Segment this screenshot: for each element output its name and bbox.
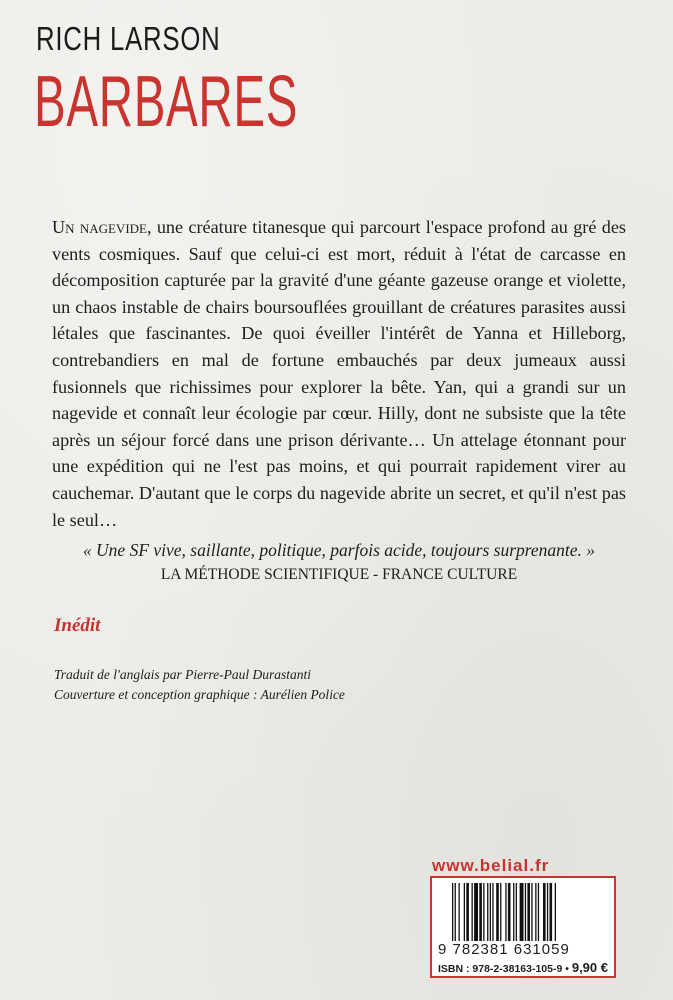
barcode-box [430,876,616,978]
barcode-bar [513,883,514,941]
barcode-bar [483,883,484,941]
barcode-bar [531,883,532,941]
synopsis-lead: Un nagevide [52,217,147,237]
cover-credit: Couverture et conception graphique : Aurélien Police [54,687,345,702]
barcode-bar [505,883,506,941]
publisher-website: www.belial.fr [432,856,550,875]
barcode-bar [543,883,546,941]
barcode-bar [490,883,491,941]
book-title: BARBARES [34,62,299,142]
barcode-bar [500,883,501,941]
barcode-bar [496,883,499,941]
barcode-bar [466,883,469,941]
barcode-bar [459,883,460,941]
press-quote: « Une SF vive, saillante, politique, parfois acide, toujours surprenante. » [82,540,596,560]
barcode-bar [516,883,517,941]
credits [54,665,345,705]
barcode-bar [527,883,530,941]
synopsis-text: , une créature titanesque qui parcourt l'espace profond au gré des vents cosmiques. Sauf que celui-ci est mort, réduit à l'état de carcasse en décomposition capturée par la gravité d'une géante gazeuse orange et violette, un chaos instable de chairs boursouflées grouillant de créatures parasites aussi létales que fascinantes. De quoi éveiller l'intérêt de Yanna et Hilleborg, contrebandiers en mal de fortune embauchés par deux jumeaux aussi fusionnels que richissimes pour explorer la bête. Yan, qui a grandi sur un nagevide et connaît leur écologie par cœur. Hilly, dont ne subsiste que la tête après un séjour forcé dans une prison dérivante… Un attelage étonnant pour une expédition qui ne l'est pas moins, et qui pourrait rapidement virer au cauchemar. D'autant que le corps du nagevide abrite un secret, et qu'il n'est pas le seul… [52,217,626,530]
edition-label: Inédit [54,615,101,636]
barcode-bar [535,883,536,941]
author-name: RICH LARSON [36,20,221,57]
translation-credit: Traduit de l'anglais par Pierre-Paul Durastanti [54,667,312,682]
isbn-number: ISBN : 978-2-38163-105-9 [438,963,563,975]
barcode-bar [555,883,556,941]
isbn-line [438,960,614,975]
barcode-bar [492,883,493,941]
barcode-digits: 9 782381 631059 [438,941,570,958]
barcode-bar [550,883,553,941]
barcode-bar [538,883,539,941]
barcode-bar [508,883,511,941]
synopsis [52,214,626,533]
barcode-bar [525,883,526,941]
barcode-bar [464,883,465,941]
barcode-bar [455,883,456,941]
barcode-bar [474,883,478,941]
price-separator: • [565,963,572,975]
barcode-bar [520,883,524,941]
barcode-bar [479,883,482,941]
barcode-bar [472,883,473,941]
price: 9,90 € [571,960,608,975]
barcode-bar [547,883,548,941]
barcode-bar [452,883,453,941]
barcode-bar [487,883,488,941]
quote-source: LA MÉTHODE SCIENTIFIQUE - FRANCE CULTURE [160,566,518,583]
barcode-icon [452,883,598,941]
